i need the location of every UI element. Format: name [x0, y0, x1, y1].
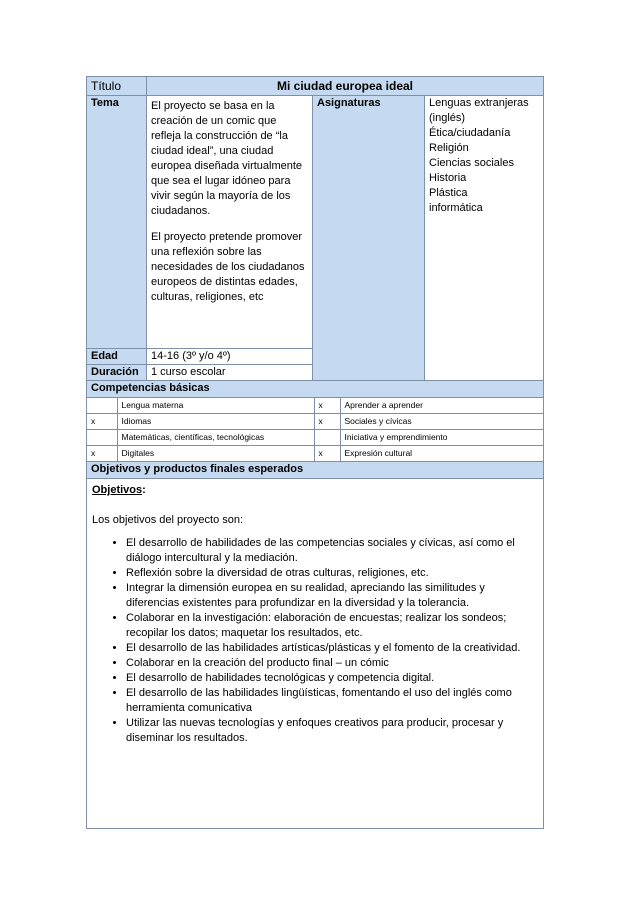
competencias-table	[87, 398, 544, 461]
tema-paragraph-2: El proyecto pretende promover una reflexión sobre las necesidades de los ciudadanos europeos de distintas edades, culturas, religiones, etc	[151, 231, 305, 303]
asignaturas-list	[425, 96, 544, 381]
objetivo-item: • Integrar la dimensión europea en su realidad, apreciando las similitudes y diferencias existentes para profundizar en la diversidad y la tolerancia.	[126, 581, 538, 611]
competencia-item: Lengua materna	[117, 398, 314, 414]
objetivos-section	[87, 479, 544, 829]
competencia-mark: x	[314, 446, 340, 462]
asignatura-item: informática	[429, 202, 483, 214]
edad-value: 14-16 (3º y/o 4º)	[147, 349, 313, 365]
duracion-value: 1 curso escolar	[147, 365, 313, 381]
competencia-item: Sociales y cívicas	[340, 414, 544, 430]
asignatura-item: Lenguas extranjeras (inglés)	[429, 97, 529, 124]
tema-paragraph-1: El proyecto se basa en la creación de un comic que refleja la construcción de “la ciudad ideal”, una ciudad europea diseñada virtualmente que sea el lugar idóneo para vivir según la mayoría de los ciudadanos.	[151, 100, 303, 217]
objetivo-item: • Colaborar en la investigación: elaboración de encuestas; realizar los sondeos; recopilar los datos; maquetar los resultados, etc.	[126, 611, 538, 641]
objetivo-item: • Colaborar en la creación del producto final – un cómic	[126, 656, 538, 671]
objetivo-item: • El desarrollo de habilidades de las competencias sociales y cívicas, así como el diálogo intercultural y la mediación.	[126, 536, 538, 566]
competencia-mark	[87, 398, 117, 414]
competencia-item: Matemáticas, científicas, tecnológicas	[117, 430, 314, 446]
objetivo-item: • Reflexión sobre la diversidad de otras culturas, religiones, etc.	[126, 566, 538, 581]
asignatura-item: Religión	[429, 142, 469, 154]
objetivos-intro: Los objetivos del proyecto son:	[92, 514, 244, 526]
project-sheet	[86, 76, 543, 829]
competencia-mark: x	[87, 446, 117, 462]
competencia-item: Iniciativa y emprendimiento	[340, 430, 544, 446]
objetivos-subtitle: Objetivos	[92, 484, 143, 496]
competencia-mark	[87, 430, 117, 446]
objetivos-subtitle-colon: :	[142, 484, 146, 496]
asignatura-item: Historia	[429, 172, 467, 184]
asignatura-item: Ciencias sociales	[429, 157, 514, 169]
asignaturas-label: Asignaturas	[313, 96, 425, 381]
competencia-item: Digitales	[117, 446, 314, 462]
objetivo-item: • El desarrollo de las habilidades lingüísticas, fomentando el uso del inglés como herramienta comunicativa	[126, 686, 538, 716]
competencia-mark: x	[314, 414, 340, 430]
competencias-header: Competencias básicas	[87, 381, 544, 398]
competencia-item: Expresión cultural	[340, 446, 544, 462]
competencia-item: Idiomas	[117, 414, 314, 430]
competencia-mark: x	[87, 414, 117, 430]
competencia-item: Aprender a aprender	[340, 398, 544, 414]
objetivo-item: • El desarrollo de habilidades tecnológicas y competencia digital.	[126, 671, 538, 686]
title-label: Título	[87, 77, 147, 96]
tema-label: Tema	[87, 96, 147, 349]
duracion-label: Duración	[87, 365, 147, 381]
objetivos-header: Objetivos y productos finales esperados	[87, 462, 544, 479]
edad-label: Edad	[87, 349, 147, 365]
objetivo-item: • Utilizar las nuevas tecnologías y enfoques creativos para producir, procesar y diseminar los resultados.	[126, 716, 538, 746]
objetivo-item: • El desarrollo de las habilidades artísticas/plásticas y el fomento de la creatividad.	[126, 641, 538, 656]
competencia-mark: x	[314, 398, 340, 414]
asignatura-item: Ética/ciudadanía	[429, 127, 511, 139]
project-table	[86, 76, 544, 829]
project-title: Mi ciudad europea ideal	[147, 77, 544, 96]
objetivos-list	[92, 536, 538, 746]
asignatura-item: Plástica	[429, 187, 468, 199]
competencias-grid	[87, 398, 544, 462]
tema-description	[147, 96, 313, 349]
competencia-mark	[314, 430, 340, 446]
